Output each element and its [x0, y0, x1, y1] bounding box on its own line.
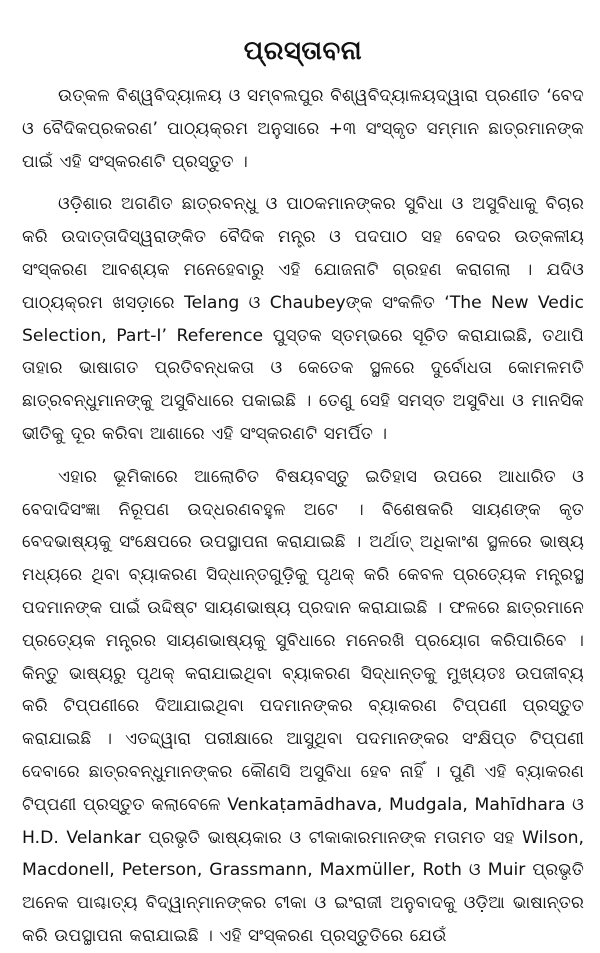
paragraph-1: ଉତ୍କଳ ବିଶ୍ୱବିଦ୍ୟାଳୟ ଓ ସମ୍ବଲପୁର ବିଶ୍ୱବିଦ୍ୟାଳୟଦ୍ୱାରା ପ୍ରଣୀତ ‘ବେଦ ଓ ବୈଦିକପ୍ରକରଣ’ ପାଠ୍ୟକ୍ରମ ଅନୁସାରେ +୩ ସଂସ୍କୃତ ସମ୍ମାନ ଛାତ୍ରମାନଙ୍କ ପାଇଁ ଏହି ସଂସ୍କରଣଟି ପ୍ରସ୍ତୁତ । — [22, 86, 584, 172]
paragraph-3: ଏହାର ଭୂମିକାରେ ଆଲୋଚିତ ବିଷୟବସ୍ତୁ ଇତିହାସ ଉପରେ ଆଧାରିତ ଓ ବେଦାଦିସଂଜ୍ଞା ନିରୂପଣ ଉଦ୍ଧରଣବହୁଳ ଅଟେ । ବିଶେଷକରି ସାୟଣଙ୍କ କୃତ ବେଦଭାଷ୍ୟକୁ ସଂକ୍ଷେପରେ ଉପସ୍ଥାପନା କରାଯାଇଛି । ଅର୍ଥାତ୍ ଅଧିକାଂଶ ସ୍ଥଳରେ ଭାଷ୍ୟ ମଧ୍ୟରେ ଥିବା ବ୍ୟାକରଣ ସିଦ୍ଧାନ୍ତଗୁଡ଼ିକୁ ପୃଥକ୍ କରି କେବଳ ପ୍ରତ୍ୟେକ ମନ୍ତ୍ରସ୍ଥ ପଦମାନଙ୍କ ପାଇଁ ଉଦ୍ଦିଷ୍ଟ ସାୟଣଭାଷ୍ୟ ପ୍ରଦାନ କରାଯାଇଛି । ଫଳରେ ଛାତ୍ରମାନେ ପ୍ରତ୍ୟେକ ମନ୍ତ୍ରର ସାୟଣଭାଷ୍ୟକୁ ସୁବିଧାରେ ମନେରଖି ପ୍ରୟୋଗ କରିପାରିବେ । କିନ୍ତୁ ଭାଷ୍ୟରୁ ପୃଥକ୍ କରାଯାଇଥିବା ବ୍ୟାକରଣ ସିଦ୍ଧାନ୍ତକୁ ମୁଖ୍ୟତଃ ଉପଜୀବ୍ୟ କରି ଟିପ୍ପଣୀରେ ଦିଆଯାଇଥିବା ପଦମାନଙ୍କର ବ୍ୟାକରଣ ଟିପ୍ପଣୀ ପ୍ରସ୍ତୁତ କରାଯାଇଛି । ଏତଦ୍ଦ୍ୱାରା ପରୀକ୍ଷାରେ ଆସୁଥିବା ପଦମାନଙ୍କର ସଂକ୍ଷିପ୍ତ ଟିପ୍ପଣୀ ଦେବାରେ ଛାତ୍ରବନ୍ଧୁମାନଙ୍କର କୌଣସି ଅସୁବିଧା ହେବ ନାହିଁ । ପୁଣି ଏହି ବ୍ୟାକରଣ ଟିପ୍ପଣୀ ପ୍ରସ୍ତୁତ କଲାବେଳେ Venkaṭamādhava, Mudgala, Mahīdhara ଓ H.D. Velankar ପ୍ରଭୃତି ଭାଷ୍ୟକାର ଓ ଟୀକାକାରମାନଙ୍କ ମତାମତ ସହ Wilson, Macdonell, Peterson, Grassmann, Maxmüller, Roth ଓ Muir ପ୍ରଭୃତି ଅନେକ ପାଶ୍ଚାତ୍ୟ ବିଦ୍ୱାନ୍‌ମାନଙ୍କର ଟୀକା ଓ ଇଂରାଜୀ ଅନୁବାଦକୁ ଓଡ଼ିଆ ଭାଷାନ୍ତର କରି ଉପସ୍ଥାପନା କରାଯାଇଛି । ଏହି ସଂସ୍କରଣ ପ୍ରସ୍ତୁତିରେ ଯେଉଁ — [22, 466, 584, 946]
page-title: ପ୍ରସ୍ତାବନା — [243, 36, 363, 66]
paragraph-2: ଓଡ଼ିଶାର ଅଗଣିତ ଛାତ୍ରବନ୍ଧୁ ଓ ପାଠକମାନଙ୍କର ସୁବିଧା ଓ ଅସୁବିଧାକୁ ବିଚାର କରି ଉଦାତ୍ତାଦିସ୍ୱରାଙ୍କିତ ବୈଦିକ ମନ୍ତ୍ର ଓ ପଦପାଠ ସହ ବେଦର ଉତ୍କଳୀୟ ସଂସ୍କରଣ ଆବଶ୍ୟକ ମନେହେବାରୁ ଏହି ଯୋଜନାଟି ଗ୍ରହଣ କରାଗଲା । ଯଦିଓ ପାଠ୍ୟକ୍ରମ ଖସଡ଼ାରେ Telang ଓ Chaubeyଙ୍କ ସଂକଳିତ ‘The New Vedic Selection, Part-I’ Reference ପୁସ୍ତକ ସ୍ତମ୍ଭରେ ସୂଚିତ କରାଯାଇଛି, ତଥାପି ତାହାର ଭାଷାଗତ ପ୍ରତିବନ୍ଧକତା ଓ କେତେକ ସ୍ଥଳରେ ଦୁର୍ବୋଧତା କୋମଳମତି ଛାତ୍ରବନ୍ଧୁମାନଙ୍କୁ ଅସୁବିଧାରେ ପକାଇଛି । ତେଣୁ ସେହି ସମସ୍ତ ଅସୁବିଧା ଓ ମାନସିକ ଭୀତିକୁ ଦୂର କରିବା ଆଶାରେ ଏହି ସଂସ୍କରଣଟି ସମର୍ପିତ । — [22, 194, 584, 444]
